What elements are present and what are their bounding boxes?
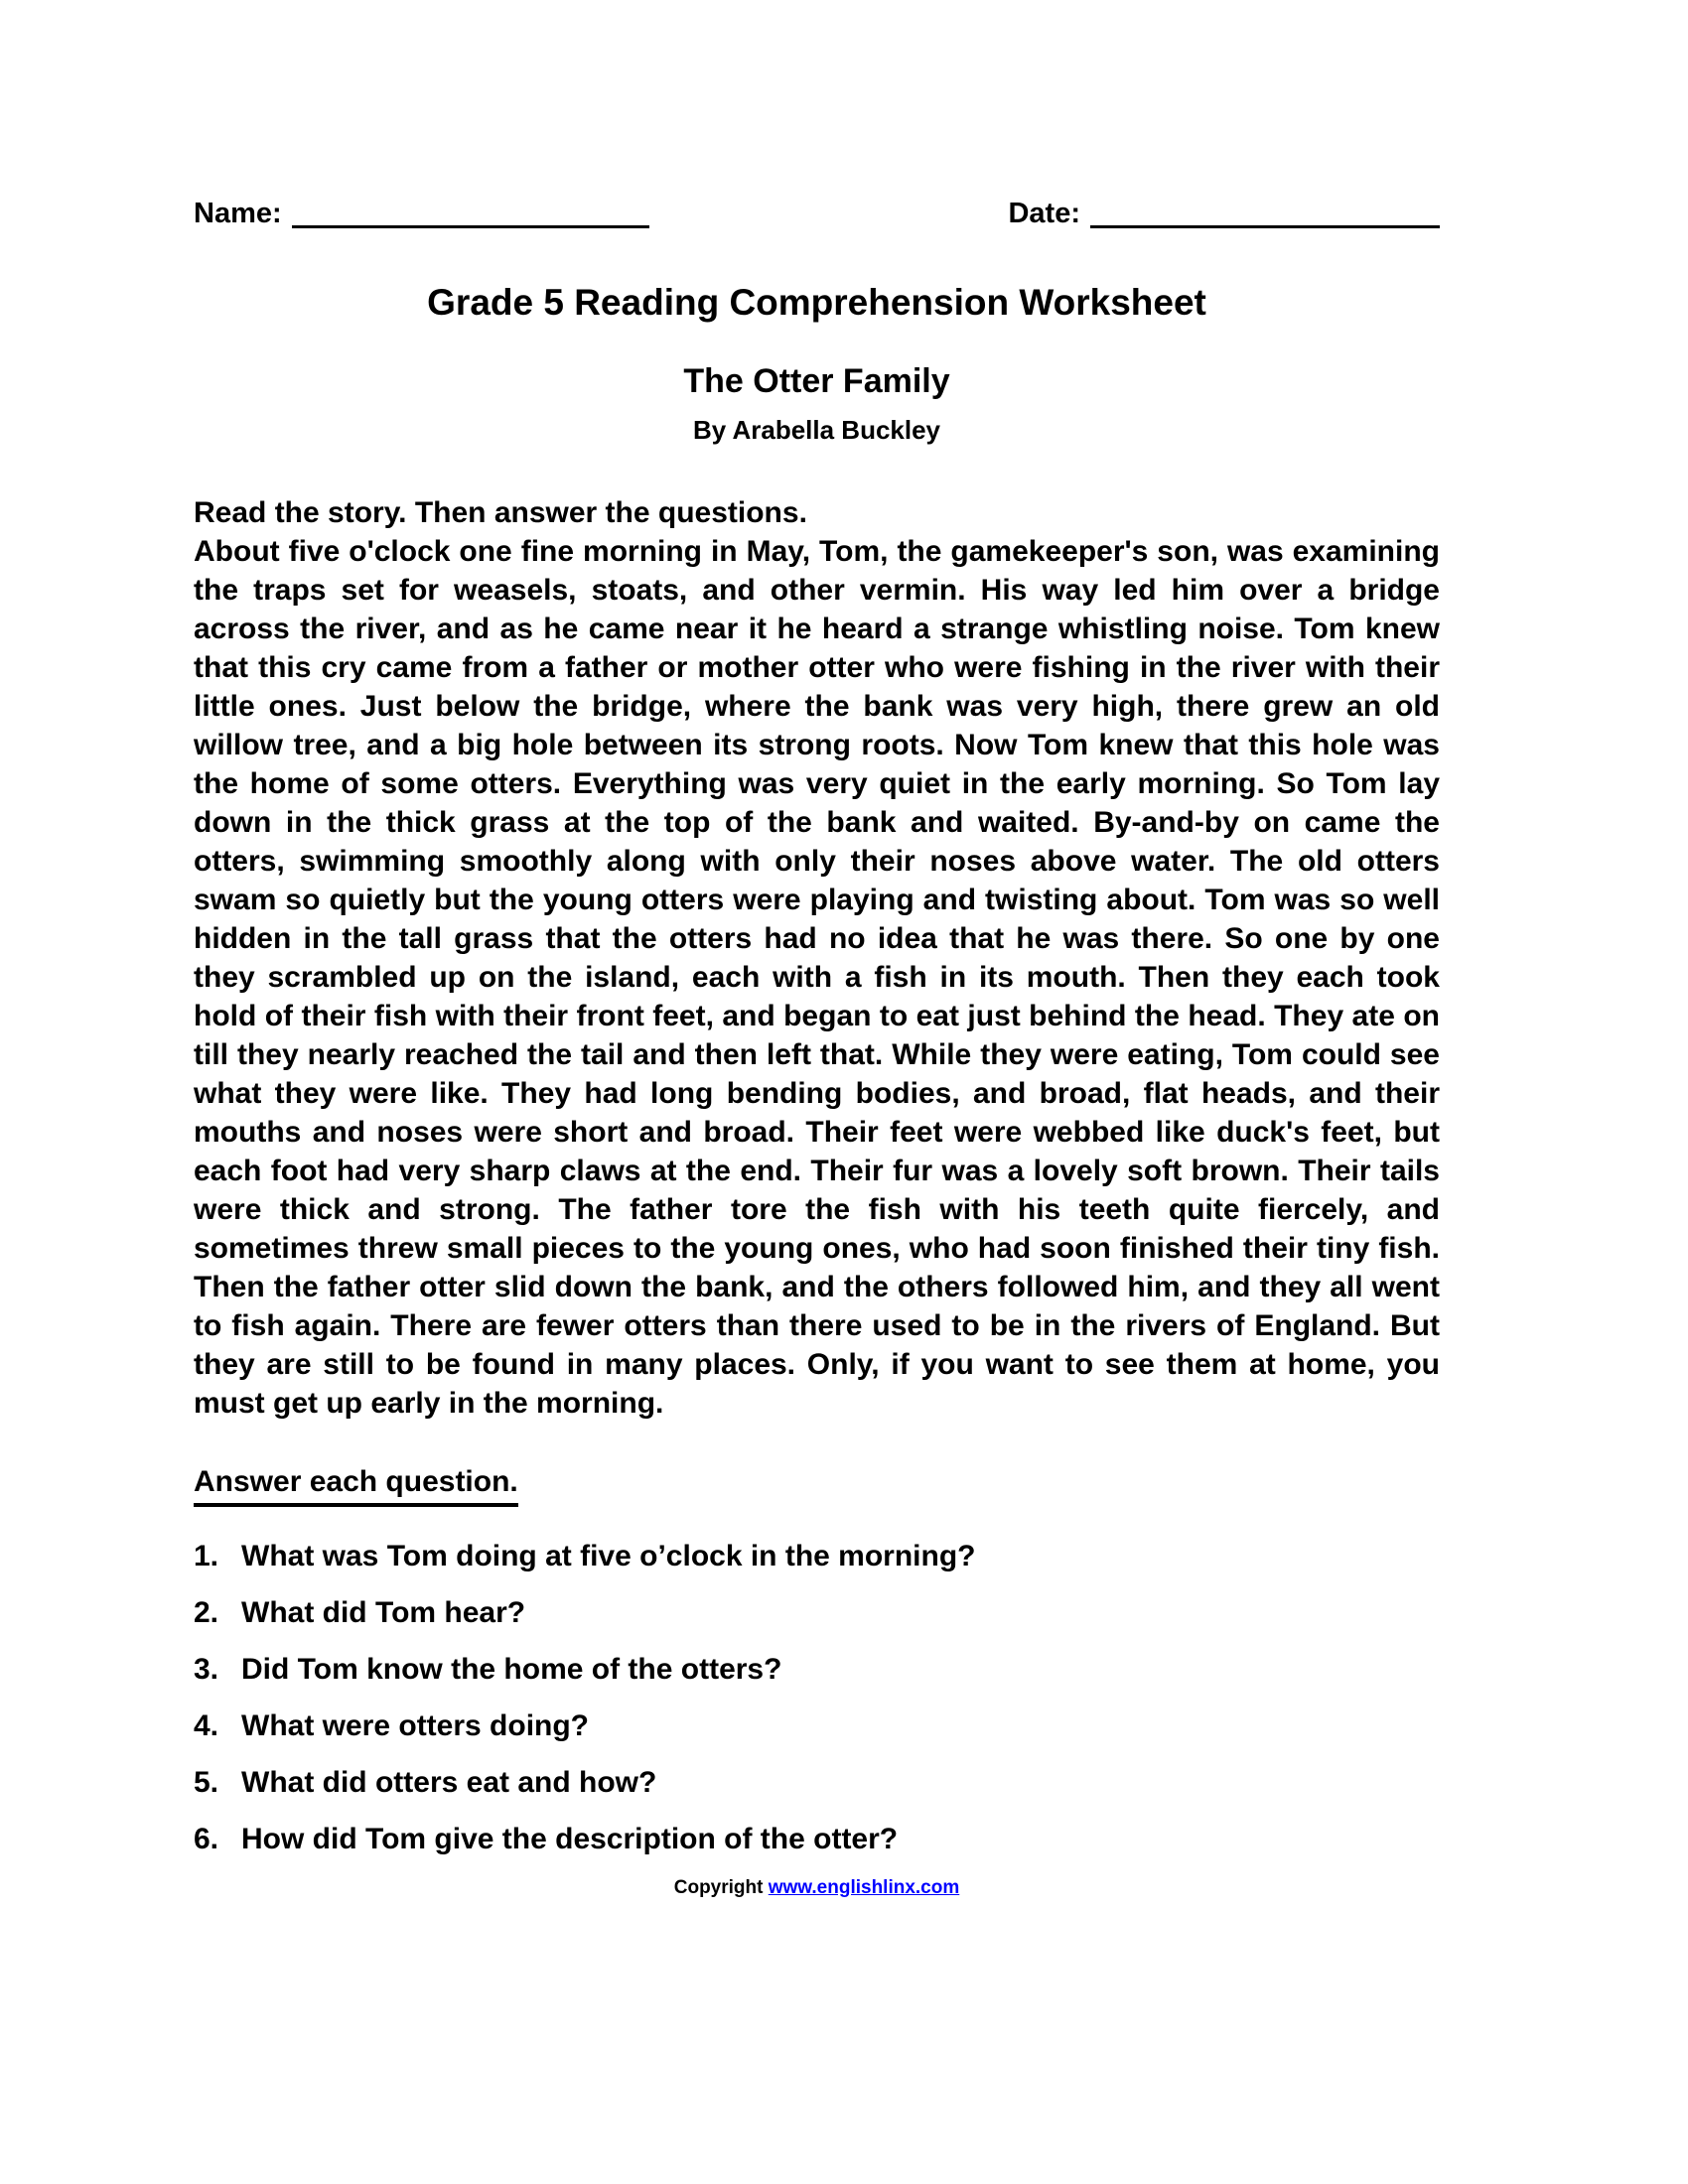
question-row-3 [194,1650,1440,1689]
question-text: How did Tom give the description of the otter? [241,1823,899,1855]
date-blank-line [1090,200,1440,228]
name-blank-line [292,200,649,228]
date-field-group [1008,199,1440,228]
story-title: The Otter Family [683,362,950,400]
instruction-text: Read the story. Then answer the questions. [194,496,807,529]
name-date-row [194,199,1440,228]
question-text: What did Tom hear? [241,1596,526,1629]
question-number: 2. [194,1596,219,1629]
question-text: What did otters eat and how? [241,1766,657,1799]
copyright-footer [194,1876,1440,1900]
question-text: What was Tom doing at five o’clock in the morning? [241,1540,976,1572]
question-number: 3. [194,1653,219,1686]
question-row-2 [194,1593,1440,1632]
date-label: Date: [1008,198,1080,229]
story-author: By Arabella Buckley [692,415,941,445]
answer-heading: Answer each question. [194,1464,518,1507]
question-row-5 [194,1763,1440,1802]
question-number: 4. [194,1709,219,1742]
question-row-6 [194,1820,1440,1858]
story-paragraph: About five o'clock one fine morning in May, Tom, the gamekeeper's son, was examining the traps set for weasels, stoats, and other vermin. His way led him over a bridge across the river, and as he came near it he heard a strange whistling noise. Tom knew that this cry came from a father or mother otter who were fishing in the river with their little ones. Just below the bridge, where the bank was very high, there grew an old willow tree, and a big hole between its strong roots. Now Tom knew that this hole was the home of some otters. Everything was very quiet in the early morning. So Tom lay down in the thick grass at the top of the bank and waited. By-and-by on came the otters, swimming smoothly along with only their noses above water. The old otters swam so quietly but the young otters were playing and twisting about. Tom was so well hidden in the tall grass that the otters had no idea that he was there. So one by one they scrambled up on the island, each with a fish in its mouth. Then they each took hold of their fish with their front feet, and began to eat just behind the head. They ate on till they nearly reached the tail and then left that. While they were eating, Tom could see what they were like. They had long bending bodies, and broad, flat heads, and their mouths and noses were short and broad. Their feet were webbed like duck's feet, but each foot had very sharp claws at the end. Their fur was a lovely soft brown. Their tails were thick and strong. The father tore the fish with his teeth quite fiercely, and sometimes threw small pieces to the young ones, who had soon finished their tiny fish. Then the father otter slid down the bank, and the others followed him, and they all went to fish again. There are fewer otters than there used to be in the rivers of England. But they are still to be found in many places. Only, if you want to see them at home, you must get up early in the morning. [194,535,1440,1420]
question-text: What were otters doing? [241,1709,590,1742]
question-row-1 [194,1537,1440,1575]
name-field-group [194,199,649,228]
question-number: 1. [194,1540,219,1572]
question-number: 5. [194,1766,219,1799]
question-text: Did Tom know the home of the otters? [241,1653,782,1686]
question-row-4 [194,1706,1440,1745]
name-label: Name: [194,198,282,229]
question-number: 6. [194,1823,219,1855]
copyright-label: Copyright [673,1877,764,1898]
page-title: Grade 5 Reading Comprehension Worksheet [427,282,1206,323]
copyright-link[interactable]: www.englishlinx.com [768,1877,960,1898]
questions-list [194,1537,1440,1858]
answer-heading-wrap [194,1464,1440,1507]
